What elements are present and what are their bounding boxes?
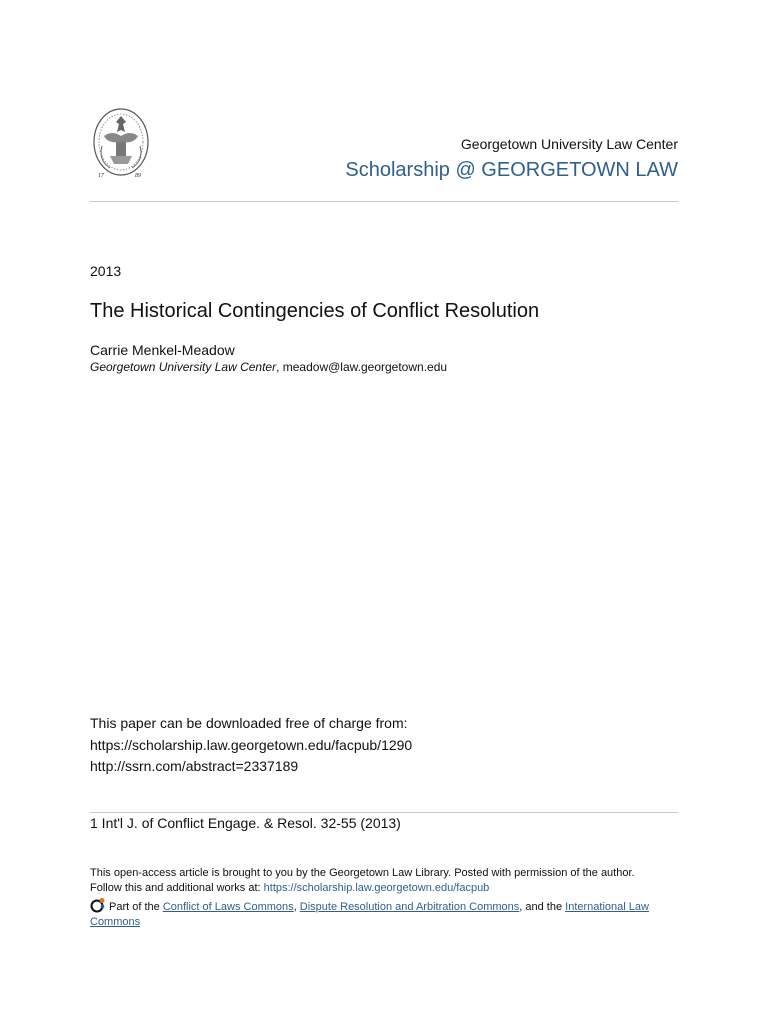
footer-follow-label: Follow this and additional works at: — [90, 882, 264, 894]
separator-1: , — [293, 901, 300, 913]
follow-works-link[interactable]: https://scholarship.law.georgetown.edu/facpub — [263, 882, 490, 894]
author-affiliation — [90, 360, 447, 374]
conflict-of-laws-commons-link[interactable]: Conflict of Laws Commons — [162, 901, 294, 913]
separator-2: , and the — [519, 901, 566, 913]
footer-line-1: This open-access article is brought to you by the Georgetown Law Library. Posted with permission of the author. — [90, 867, 635, 879]
citation-divider — [90, 812, 678, 813]
seal-year-right: 89 — [135, 173, 141, 179]
seal-year-left: 17 — [98, 173, 104, 179]
georgetown-seal-icon — [90, 106, 152, 180]
download-url-ssrn[interactable]: http://ssrn.com/abstract=2337189 — [90, 758, 299, 774]
citation: 1 Int'l J. of Conflict Engage. & Resol. 32-55 (2013) — [90, 815, 401, 831]
affiliation-separator: , — [276, 360, 283, 374]
download-info — [90, 713, 412, 778]
international-law-commons-link[interactable]: International Law Commons — [90, 901, 649, 928]
part-of-label: Part of the — [109, 901, 163, 913]
repository-link[interactable]: Scholarship @ GEORGETOWN LAW — [345, 159, 678, 181]
download-intro: This paper can be downloaded free of charge from: — [90, 715, 408, 731]
commons-network-icon — [90, 897, 106, 913]
footer — [90, 866, 678, 930]
institution-name: Georgetown University Law Center — [460, 136, 678, 152]
repository-header — [345, 136, 678, 182]
article-title: The Historical Contingencies of Conflict Resolution — [90, 300, 540, 322]
author-name: Carrie Menkel-Meadow — [90, 342, 235, 358]
download-url-scholarship[interactable]: https://scholarship.law.georgetown.edu/facpub/1290 — [90, 736, 413, 753]
footer-line-2 — [90, 881, 678, 896]
header-divider — [90, 201, 678, 202]
publication-year: 2013 — [90, 263, 122, 279]
dispute-resolution-commons-link[interactable]: Dispute Resolution and Arbitration Commons — [299, 901, 520, 913]
author-email[interactable]: meadow@law.georgetown.edu — [282, 360, 448, 374]
part-of-line — [90, 897, 678, 930]
affiliation-name: Georgetown University Law Center — [90, 360, 277, 374]
